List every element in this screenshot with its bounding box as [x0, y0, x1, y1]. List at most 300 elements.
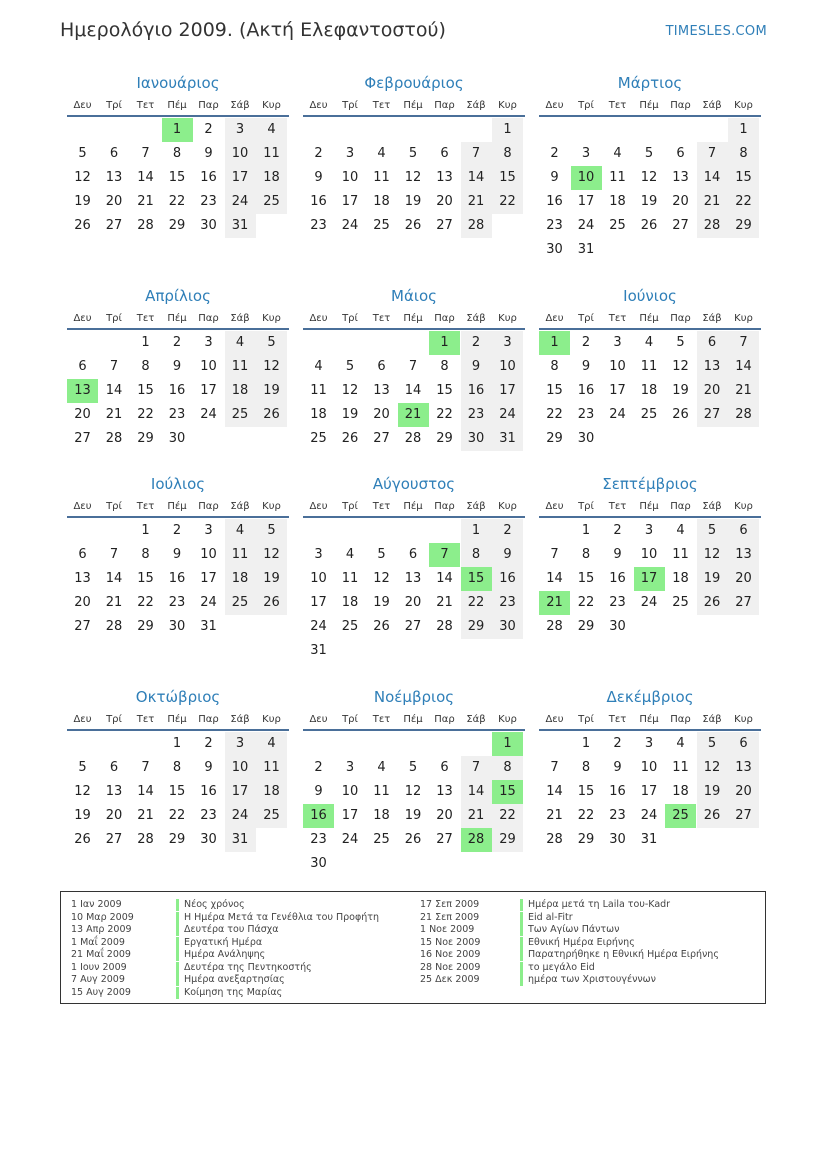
holiday-name: το μεγάλο Eid: [520, 962, 595, 974]
day-cell: 17: [225, 166, 256, 190]
weekday-label: Τετ: [608, 501, 627, 512]
day-cell: 27: [697, 403, 728, 427]
day-cell: 2: [550, 146, 559, 161]
holiday-name: Ημέρα ανεξαρτησίας: [176, 974, 285, 986]
day-cell: 4: [225, 331, 256, 355]
weekday-label: Τετ: [608, 714, 627, 725]
day-cell: 21: [137, 808, 154, 823]
holiday-name: Ημέρα Ανάληψης: [176, 949, 265, 961]
day-cell: 23: [546, 218, 563, 233]
day-cell: 8: [492, 756, 523, 780]
page-title: Ημερολόγιο 2009. (Ακτή Ελεφαντοστού): [60, 19, 446, 41]
day-cell: 24: [609, 407, 626, 422]
holiday-name: Κοίμηση της Μαρίας: [176, 987, 282, 999]
holiday-day-cell: 1: [429, 331, 460, 355]
weekday-label: Δευ: [73, 501, 92, 512]
day-cell: 7: [697, 142, 728, 166]
day-cell: 14: [697, 166, 728, 190]
holiday-day-cell: 25: [665, 804, 696, 828]
weekday-label: Δευ: [309, 714, 328, 725]
weekday-label: Δευ: [545, 714, 564, 725]
holiday-day-cell: 1: [492, 732, 523, 756]
weekday-header: [303, 312, 525, 330]
day-cell: 4: [377, 760, 386, 775]
weekday-label: Δευ: [73, 313, 92, 324]
day-cell: 26: [404, 218, 422, 233]
holiday-date: 17 Σεπ 2009: [420, 899, 480, 910]
day-cell: 29: [137, 431, 154, 446]
weekday-label: Τετ: [608, 313, 627, 324]
holiday-day-cell: 28: [461, 828, 492, 852]
day-cell: 23: [168, 595, 186, 610]
day-cell: 11: [672, 760, 689, 775]
month-name: Νοέμβριος: [373, 688, 455, 706]
weekday-header: [67, 99, 289, 117]
day-cell: 4: [256, 118, 287, 142]
day-cell: 18: [672, 571, 689, 586]
day-cell: 27: [74, 619, 91, 634]
day-cell: 16: [609, 784, 626, 799]
day-cell: 21: [461, 190, 492, 214]
day-cell: 22: [577, 808, 595, 823]
day-cell: 18: [640, 383, 658, 398]
holiday-day-cell: 15: [461, 567, 492, 591]
day-cell: 23: [609, 808, 626, 823]
day-cell: 5: [345, 359, 355, 374]
day-cell: 10: [341, 170, 359, 185]
day-cell: 15: [546, 383, 563, 398]
day-cell: 9: [492, 543, 523, 567]
weekday-label: Πέμ: [167, 100, 187, 111]
day-cell: 20: [728, 780, 759, 804]
day-cell: 28: [546, 619, 563, 634]
day-cell: 13: [436, 170, 453, 185]
day-cell: 29: [546, 431, 563, 446]
day-cell: 1: [581, 523, 591, 538]
holiday-date: 28 Νοε 2009: [420, 961, 481, 973]
day-cell: 22: [137, 595, 154, 610]
day-cell: 7: [461, 756, 492, 780]
holiday-name: Παρατηρήθηκε η Εθνική Ημέρα Ειρήνης: [520, 949, 719, 961]
day-cell: 19: [672, 383, 689, 398]
weekday-label: Παρ: [434, 714, 455, 725]
day-cell: 28: [728, 403, 759, 427]
holiday-date: 16 Νοε 2009: [420, 949, 481, 960]
weekday-label: Σάβ: [702, 100, 722, 111]
weekday-label: Σάβ: [466, 714, 486, 725]
day-cell: 19: [74, 194, 91, 209]
day-cell: 23: [577, 407, 595, 422]
day-cell: 10: [492, 355, 523, 379]
weekday-header: [303, 99, 525, 117]
day-cell: 20: [436, 808, 453, 823]
month-name: Ιούνιος: [623, 287, 677, 305]
day-cell: 29: [492, 828, 523, 852]
day-cell: 10: [310, 571, 327, 586]
weekday-label: Πέμ: [639, 501, 659, 512]
day-cell: 23: [200, 194, 217, 209]
day-cell: 25: [310, 431, 327, 446]
day-cell: 2: [204, 122, 213, 137]
day-cell: 31: [310, 643, 327, 658]
weekday-label: Κυρ: [734, 100, 753, 111]
weekday-header: [539, 713, 761, 731]
day-cell: 21: [105, 407, 123, 422]
day-cell: 11: [310, 383, 327, 398]
day-cell: 12: [74, 170, 91, 185]
day-cell: 6: [440, 146, 449, 161]
day-cell: 12: [74, 784, 91, 799]
day-cell: 19: [640, 194, 658, 209]
day-cell: 22: [492, 190, 523, 214]
day-cell: 26: [341, 431, 359, 446]
weekday-label: Σάβ: [466, 501, 486, 512]
day-cell: 30: [461, 427, 492, 451]
day-cell: 8: [550, 359, 559, 374]
day-cell: 15: [577, 784, 595, 799]
day-cell: 5: [78, 146, 87, 161]
weekday-header: [303, 500, 525, 518]
day-cell: 21: [436, 595, 453, 610]
month-name: Οκτώβριος: [135, 688, 221, 706]
site-link[interactable]: TIMESLES.COM: [665, 24, 767, 39]
day-cell: 2: [581, 335, 591, 350]
day-cell: 18: [373, 808, 390, 823]
day-cell: 23: [492, 591, 523, 615]
day-cell: 30: [492, 615, 523, 639]
day-cell: 13: [105, 170, 123, 185]
weekday-label: Παρ: [198, 313, 219, 324]
weekday-label: Παρ: [198, 100, 219, 111]
holiday-date: 10 Μαρ 2009: [71, 911, 134, 923]
day-cell: 29: [461, 615, 492, 639]
day-cell: 11: [256, 756, 287, 780]
day-cell: 6: [109, 146, 119, 161]
day-cell: 17: [341, 194, 359, 209]
day-cell: 14: [404, 383, 422, 398]
holiday-day-cell: 21: [539, 591, 570, 615]
holiday-day-cell: 17: [634, 567, 665, 591]
day-cell: 9: [613, 547, 622, 562]
holiday-day-cell: 16: [303, 804, 334, 828]
month-name: Σεπτέμβριος: [602, 475, 698, 493]
day-cell: 27: [672, 218, 689, 233]
day-cell: 27: [728, 804, 759, 828]
day-cell: 13: [74, 571, 91, 586]
day-cell: 23: [609, 595, 626, 610]
weekday-label: Δευ: [545, 100, 564, 111]
weekday-label: Τρί: [342, 313, 358, 324]
day-cell: 13: [697, 355, 728, 379]
day-cell: 29: [137, 619, 154, 634]
day-cell: 19: [373, 595, 390, 610]
day-cell: 11: [609, 170, 626, 185]
day-cell: 4: [613, 146, 622, 161]
day-cell: 2: [314, 146, 323, 161]
weekday-label: Τρί: [106, 501, 122, 512]
day-cell: 15: [168, 170, 186, 185]
day-cell: 15: [137, 571, 154, 586]
holiday-day-cell: 13: [67, 379, 98, 403]
day-cell: 30: [200, 832, 217, 847]
day-cell: 28: [436, 619, 453, 634]
day-cell: 22: [168, 808, 186, 823]
day-cell: 19: [404, 808, 422, 823]
weekday-label: Πέμ: [167, 313, 187, 324]
day-cell: 17: [225, 780, 256, 804]
day-cell: 8: [492, 142, 523, 166]
day-cell: 21: [728, 379, 759, 403]
day-cell: 27: [436, 832, 453, 847]
weekday-label: Κυρ: [498, 100, 517, 111]
day-cell: 20: [74, 595, 91, 610]
weekday-label: Κυρ: [262, 501, 281, 512]
day-cell: 7: [109, 359, 119, 374]
day-cell: 6: [408, 547, 418, 562]
day-cell: 29: [168, 218, 186, 233]
day-cell: 26: [74, 218, 91, 233]
day-cell: 11: [640, 359, 658, 374]
day-cell: 26: [256, 591, 287, 615]
holiday-day-cell: 21: [398, 403, 429, 427]
day-cell: 20: [436, 194, 453, 209]
weekday-label: Πέμ: [639, 100, 659, 111]
day-cell: 6: [109, 760, 119, 775]
day-cell: 3: [492, 331, 523, 355]
day-cell: 19: [404, 194, 422, 209]
day-cell: 1: [461, 519, 492, 543]
day-cell: 30: [168, 619, 186, 634]
day-cell: 20: [105, 808, 123, 823]
holiday-name: Εργατική Ημέρα: [176, 937, 262, 949]
day-cell: 16: [461, 379, 492, 403]
day-cell: 8: [141, 547, 150, 562]
holiday-name: Δευτέρα της Πεντηκοστής: [176, 962, 312, 974]
day-cell: 26: [697, 591, 728, 615]
day-cell: 31: [225, 828, 256, 852]
weekday-label: Παρ: [670, 501, 691, 512]
weekday-label: Πέμ: [403, 100, 423, 111]
day-cell: 21: [105, 595, 123, 610]
day-cell: 10: [341, 784, 359, 799]
weekday-header: [539, 312, 761, 330]
day-cell: 21: [697, 190, 728, 214]
day-cell: 14: [546, 571, 563, 586]
day-cell: 24: [640, 808, 658, 823]
day-cell: 8: [172, 146, 182, 161]
weekday-label: Κυρ: [262, 714, 281, 725]
day-cell: 17: [577, 194, 595, 209]
weekday-label: Τετ: [136, 501, 155, 512]
weekday-label: Πέμ: [639, 313, 659, 324]
weekday-label: Παρ: [670, 714, 691, 725]
day-cell: 28: [404, 431, 422, 446]
day-cell: 7: [550, 547, 559, 562]
weekday-label: Τετ: [608, 100, 627, 111]
day-cell: 11: [373, 170, 390, 185]
weekday-label: Κυρ: [734, 313, 753, 324]
day-cell: 24: [640, 595, 658, 610]
day-cell: 10: [200, 359, 217, 374]
day-cell: 5: [697, 519, 728, 543]
day-cell: 1: [581, 736, 591, 751]
day-cell: 7: [141, 760, 150, 775]
day-cell: 19: [256, 379, 287, 403]
day-cell: 6: [728, 519, 759, 543]
day-cell: 27: [436, 218, 453, 233]
day-cell: 11: [341, 571, 359, 586]
day-cell: 22: [168, 194, 186, 209]
day-cell: 9: [314, 784, 323, 799]
day-cell: 14: [105, 383, 123, 398]
day-cell: 24: [310, 619, 327, 634]
weekday-label: Κυρ: [498, 313, 517, 324]
weekday-label: Δευ: [545, 313, 564, 324]
month-name: Απρίλιος: [145, 287, 211, 305]
day-cell: 5: [408, 146, 418, 161]
day-cell: 4: [644, 335, 654, 350]
day-cell: 3: [581, 146, 591, 161]
day-cell: 12: [672, 359, 689, 374]
day-cell: 9: [461, 355, 492, 379]
day-cell: 6: [78, 359, 87, 374]
weekday-label: Πέμ: [403, 714, 423, 725]
day-cell: 3: [613, 335, 622, 350]
day-cell: 4: [676, 736, 685, 751]
weekday-label: Σάβ: [702, 714, 722, 725]
weekday-header: [539, 99, 761, 117]
day-cell: 31: [225, 214, 256, 238]
day-cell: 3: [204, 523, 213, 538]
day-cell: 16: [168, 571, 186, 586]
day-cell: 17: [640, 784, 658, 799]
holiday-name: Η Ημέρα Μετά τα Γενέθλια του Προφήτη: [176, 912, 379, 924]
day-cell: 31: [640, 832, 658, 847]
day-cell: 17: [200, 571, 217, 586]
day-cell: 19: [697, 780, 728, 804]
day-cell: 1: [728, 118, 759, 142]
day-cell: 20: [672, 194, 689, 209]
day-cell: 2: [613, 523, 622, 538]
day-cell: 25: [609, 218, 626, 233]
day-cell: 15: [492, 166, 523, 190]
day-cell: 13: [672, 170, 689, 185]
holiday-day-cell: 10: [571, 166, 602, 190]
day-cell: 24: [225, 804, 256, 828]
day-cell: 9: [172, 359, 182, 374]
day-cell: 15: [436, 383, 453, 398]
day-cell: 26: [74, 832, 91, 847]
day-cell: 30: [577, 431, 595, 446]
day-cell: 8: [141, 359, 150, 374]
weekday-label: Κυρ: [734, 501, 753, 512]
day-cell: 12: [640, 170, 658, 185]
day-cell: 6: [697, 331, 728, 355]
day-cell: 16: [492, 567, 523, 591]
day-cell: 14: [728, 355, 759, 379]
weekday-label: Πέμ: [639, 714, 659, 725]
day-cell: 7: [141, 146, 150, 161]
day-cell: 10: [225, 756, 256, 780]
weekday-label: Σάβ: [466, 313, 486, 324]
day-cell: 8: [581, 760, 591, 775]
day-cell: 12: [341, 383, 359, 398]
day-cell: 2: [314, 760, 323, 775]
day-cell: 23: [310, 832, 327, 847]
day-cell: 25: [373, 218, 390, 233]
day-cell: 29: [577, 832, 595, 847]
day-cell: 10: [225, 142, 256, 166]
day-cell: 6: [728, 732, 759, 756]
weekday-label: Κυρ: [734, 714, 753, 725]
day-cell: 6: [676, 146, 685, 161]
day-cell: 2: [204, 736, 213, 751]
holiday-date: 1 Ιουν 2009: [71, 961, 127, 973]
weekday-label: Δευ: [73, 714, 92, 725]
weekday-label: Σάβ: [230, 313, 250, 324]
weekday-label: Κυρ: [262, 100, 281, 111]
weekday-label: Σάβ: [230, 501, 250, 512]
day-cell: 22: [137, 407, 154, 422]
day-cell: 4: [676, 523, 685, 538]
day-cell: 17: [310, 595, 327, 610]
month-name: Μάιος: [391, 287, 437, 305]
day-cell: 24: [341, 832, 359, 847]
day-cell: 17: [609, 383, 626, 398]
day-cell: 24: [200, 407, 217, 422]
day-cell: 9: [204, 146, 213, 161]
day-cell: 20: [404, 595, 422, 610]
holiday-date: 15 Νοε 2009: [420, 936, 481, 948]
day-cell: 8: [172, 760, 182, 775]
day-cell: 14: [137, 170, 154, 185]
day-cell: 26: [672, 407, 689, 422]
day-cell: 30: [546, 242, 563, 257]
weekday-label: Πέμ: [403, 501, 423, 512]
day-cell: 29: [577, 619, 595, 634]
day-cell: 5: [676, 335, 685, 350]
weekday-label: Τρί: [106, 714, 122, 725]
day-cell: 25: [225, 591, 256, 615]
day-cell: 22: [436, 407, 453, 422]
day-cell: 18: [373, 194, 390, 209]
weekday-label: Τρί: [578, 100, 594, 111]
holiday-date: 21 Μαΐ 2009: [71, 949, 131, 960]
day-cell: 28: [137, 832, 154, 847]
holiday-date: 1 Ιαν 2009: [71, 899, 122, 910]
day-cell: 21: [546, 808, 563, 823]
day-cell: 24: [577, 218, 595, 233]
day-cell: 10: [609, 359, 626, 374]
holiday-name: ημέρα των Χριστουγέννων: [520, 974, 656, 986]
day-cell: 12: [256, 355, 287, 379]
day-cell: 3: [345, 760, 355, 775]
weekday-label: Τρί: [106, 313, 122, 324]
day-cell: 24: [341, 218, 359, 233]
day-cell: 5: [408, 760, 418, 775]
month-name: Φεβρουάριος: [364, 74, 464, 92]
day-cell: 27: [105, 832, 123, 847]
weekday-label: Δευ: [309, 313, 328, 324]
day-cell: 18: [225, 379, 256, 403]
day-cell: 26: [697, 804, 728, 828]
day-cell: 9: [172, 547, 182, 562]
weekday-label: Τρί: [578, 501, 594, 512]
day-cell: 13: [436, 784, 453, 799]
day-cell: 27: [728, 591, 759, 615]
day-cell: 20: [697, 379, 728, 403]
day-cell: 31: [492, 427, 523, 451]
